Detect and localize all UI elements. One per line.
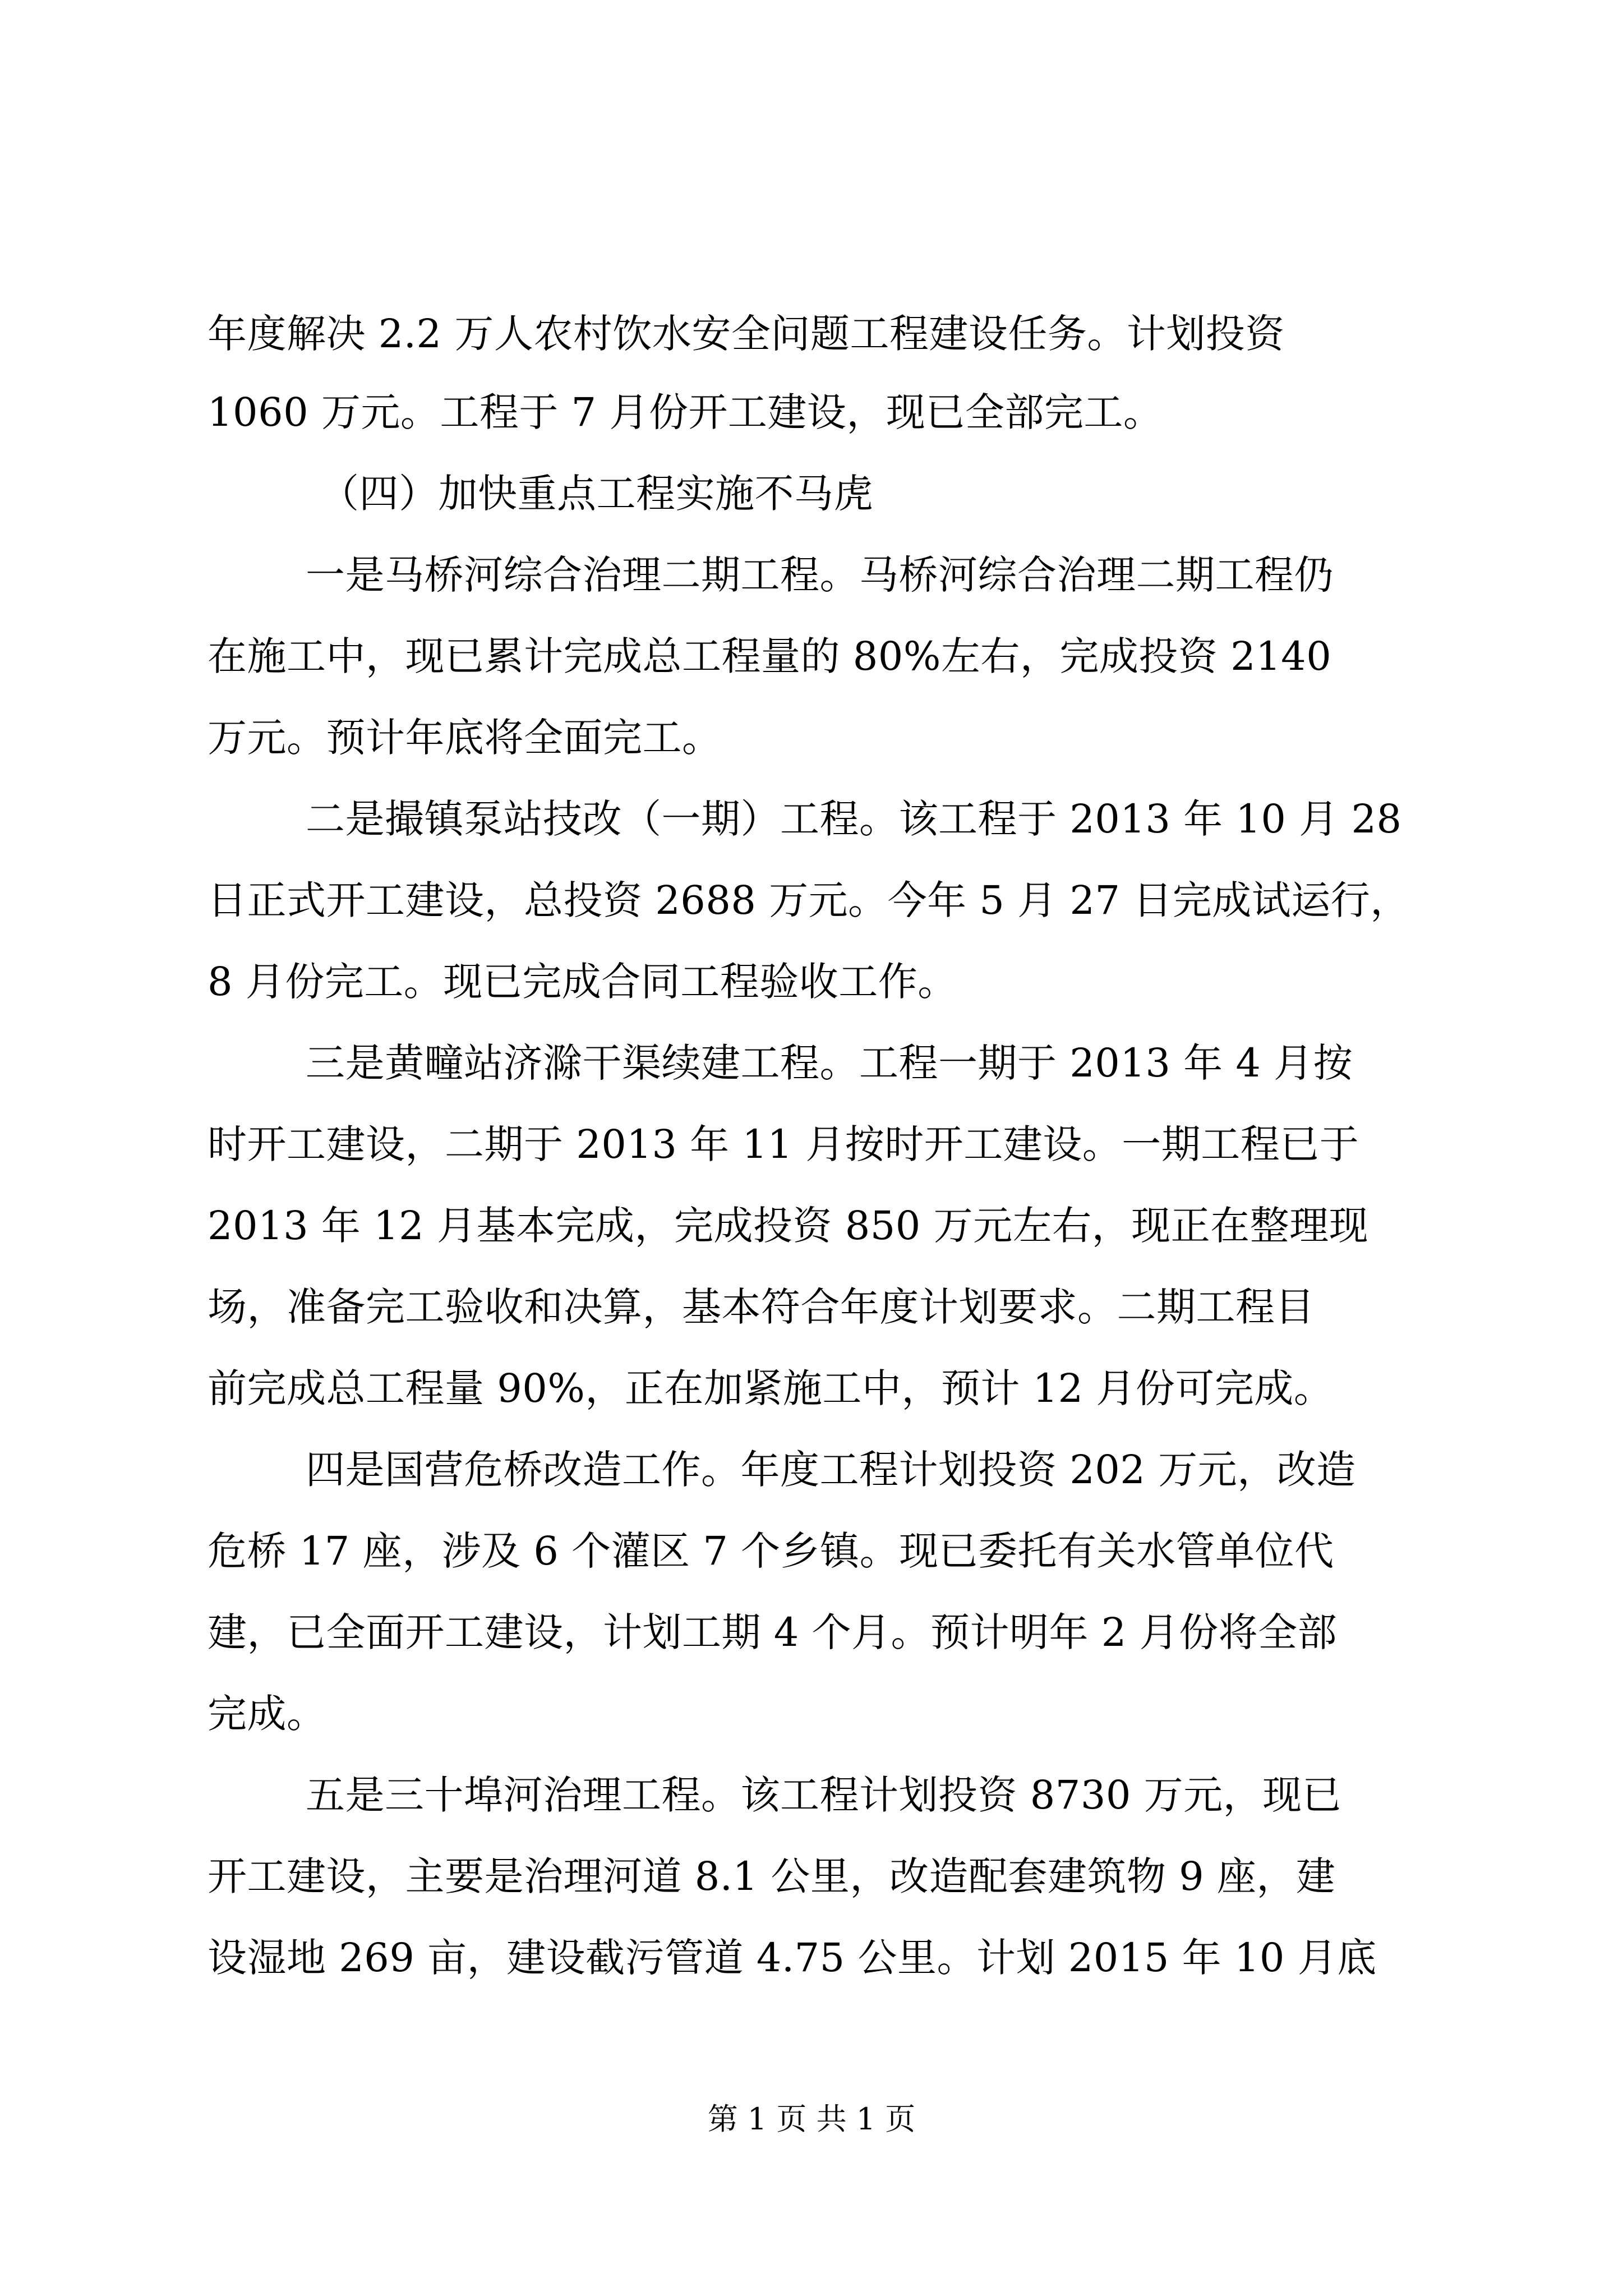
text-line: 建，已全面开工建设，计划工期 4 个月。预计明年 2 月份将全部 xyxy=(208,1609,1338,1655)
text-line: 危桥 17 座，涉及 6 个灌区 7 个乡镇。现已委托有关水管单位代 xyxy=(208,1528,1334,1574)
text-line: 万元。预计年底将全面完工。 xyxy=(208,715,722,761)
text-line: 设湿地 269 亩，建设截污管道 4.75 公里。计划 2015 年 10 月底 xyxy=(208,1935,1377,1981)
text-line: 二是撮镇泵站技改（一期）工程。该工程于 2013 年 10 月 28 xyxy=(306,796,1402,842)
text-line: 完成。 xyxy=(208,1691,326,1737)
section-heading: （四）加快重点工程实施不马虎 xyxy=(320,471,873,517)
text-line: 1060 万元。工程于 7 月份开工建设，现已全部完工。 xyxy=(208,389,1163,435)
text-line: 前完成总工程量 90%，正在加紧施工中，预计 12 月份可完成。 xyxy=(208,1365,1334,1411)
text-line: 8 月份完工。现已完成合同工程验收工作。 xyxy=(208,959,957,1005)
text-line: 一是马桥河综合治理二期工程。马桥河综合治理二期工程仍 xyxy=(306,552,1334,598)
text-line: 年度解决 2.2 万人农村饮水安全问题工程建设任务。计划投资 xyxy=(208,311,1285,357)
text-line: 场，准备完工验收和决算，基本符合年度计划要求。二期工程目 xyxy=(208,1284,1315,1330)
text-line: 在施工中，现已累计完成总工程量的 80%左右，完成投资 2140 xyxy=(208,633,1332,679)
text-line: 四是国营危桥改造工作。年度工程计划投资 202 万元，改造 xyxy=(306,1447,1356,1493)
text-line: 五是三十埠河治理工程。该工程计划投资 8730 万元，现已 xyxy=(306,1772,1342,1818)
text-line: 时开工建设，二期于 2013 年 11 月按时开工建设。一期工程已于 xyxy=(208,1121,1359,1167)
text-line: 三是黄疃站济滁干渠续建工程。工程一期于 2013 年 4 月按 xyxy=(306,1040,1353,1086)
page-number-footer: 第 1 页 共 1 页 xyxy=(707,2101,916,2137)
text-line: 开工建设，主要是治理河道 8.1 公里，改造配套建筑物 9 座，建 xyxy=(208,1853,1336,1899)
text-line: 2013 年 12 月基本完成，完成投资 850 万元左右，现正在整理现 xyxy=(208,1203,1369,1249)
text-line: 日正式开工建设，总投资 2688 万元。今年 5 月 27 日完成试运行， xyxy=(208,877,1410,923)
